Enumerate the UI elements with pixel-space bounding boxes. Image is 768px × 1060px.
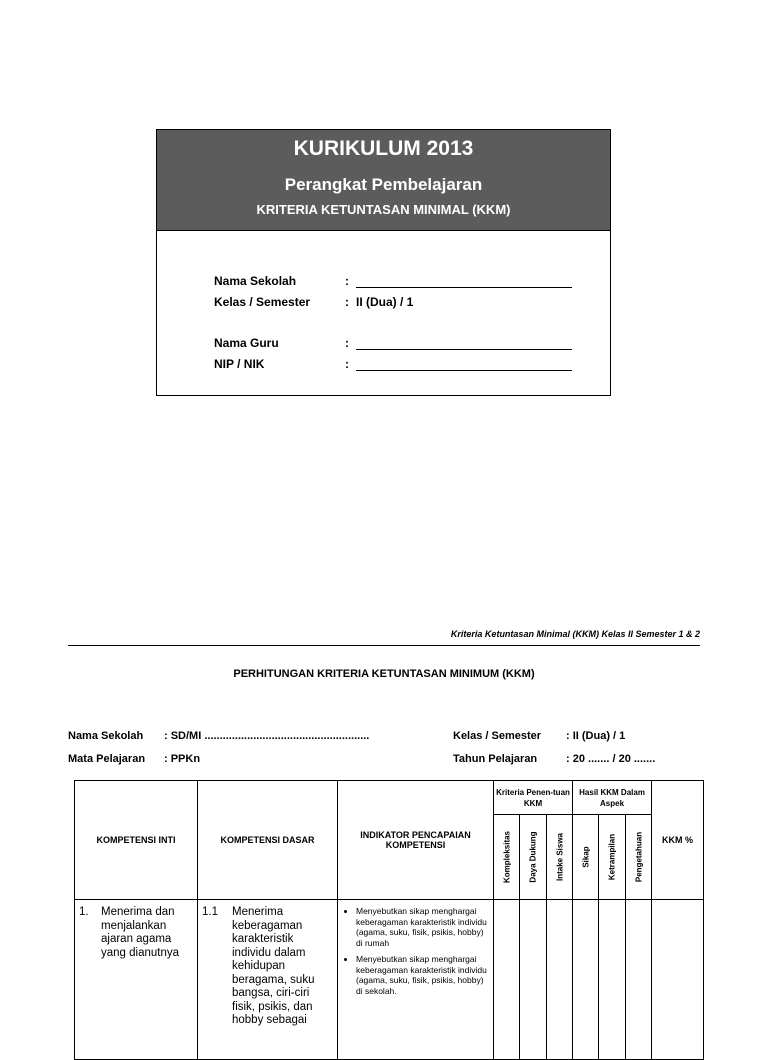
table-row	[75, 900, 704, 1060]
header-kkm-percent: KKM %	[652, 781, 704, 900]
cover-subtitle: Perangkat Pembelajaran	[284, 175, 483, 194]
info-label: Nama Sekolah	[68, 730, 144, 742]
header-kd: KOMPETENSI DASAR	[198, 781, 338, 900]
table-header-row	[75, 781, 704, 815]
kd-number: 1.1	[202, 906, 218, 918]
cell-kd	[198, 900, 338, 1060]
info-label: Kelas / Semester	[453, 730, 542, 742]
header-sikap: Sikap	[581, 846, 591, 868]
indicator-item: • Menyebutkan sikap menghargai keberagaman karakteristik individu (agama, suku, fisik, psikis, hobby) di rumah	[356, 906, 490, 948]
header-intake-siswa: Intake Siswa	[555, 832, 565, 882]
cover-title: KURIKULUM 2013	[293, 137, 474, 160]
document-title: PERHITUNGAN KRITERIA KETUNTASAN MINIMUM (KKM)	[233, 668, 535, 680]
field-colon: :	[345, 336, 349, 350]
cell-indikator	[338, 900, 494, 1060]
field-label: NIP / NIK	[214, 357, 265, 371]
cell-kkm-percent	[652, 900, 704, 1060]
cell-daya-dukung	[520, 900, 547, 1060]
cover-kkm-title: KRITERIA KETUNTASAN MINIMAL (KKM)	[256, 202, 511, 217]
ki-number: 1.	[79, 906, 89, 918]
cell-intake-siswa	[547, 900, 573, 1060]
kd-text: Menerima keberagaman karakteristik individu dalam kehidupan beragama, suku bangsa, ciri-ciri fisik, psikis, dan hobby sebagai	[232, 906, 315, 1026]
cover-header	[157, 130, 610, 231]
field-colon: :	[345, 274, 349, 288]
info-value: : PPKn	[164, 753, 201, 765]
header-pengetahuan: Pengetahuan	[634, 831, 644, 883]
info-label: Mata Pelajaran	[68, 753, 146, 765]
info-value: : 20 ....... / 20 .......	[566, 753, 656, 765]
field-colon: :	[345, 295, 349, 309]
field-colon: :	[345, 357, 349, 371]
indicator-list	[341, 906, 490, 996]
ki-text: Menerima dan menjalankan ajaran agama yang dianutnya	[101, 906, 180, 959]
info-value: : SD/MI ......................................................	[164, 730, 370, 742]
cell-sikap	[573, 900, 599, 1060]
header-kompleksitas: Kompleksitas	[502, 830, 511, 884]
field-label: Nama Sekolah	[214, 274, 297, 288]
cell-kompleksitas	[494, 900, 520, 1060]
cell-ketrampilan	[599, 900, 626, 1060]
page-header: Kriteria Ketuntasan Minimal (KKM) Kelas II Semester 1 & 2	[450, 629, 700, 639]
header-hasil: Hasil KKM Dalam Aspek	[573, 781, 652, 815]
header-ki: KOMPETENSI INTI	[75, 781, 198, 900]
blank-line	[356, 370, 572, 371]
cell-pengetahuan	[626, 900, 652, 1060]
info-value: : II (Dua) / 1	[566, 730, 626, 742]
header-daya-dukung: Daya Dukung	[528, 831, 538, 883]
blank-line	[356, 349, 572, 350]
indicator-item: • Menyebutkan sikap menghargai keberagaman karakteristik individu (agama, suku, fisik, psikis, hobby) di sekolah.	[356, 954, 490, 996]
header-rule	[68, 645, 700, 646]
field-label: Nama Guru	[214, 336, 279, 350]
header-kriteria: Kriteria Penen-tuan KKM	[494, 781, 573, 815]
field-value: II (Dua) / 1	[356, 295, 414, 309]
cover-box	[156, 129, 611, 396]
field-label: Kelas / Semester	[214, 295, 311, 309]
header-ketrampilan: Ketrampilan	[607, 833, 617, 881]
kkm-table	[74, 780, 704, 1060]
header-indikator: INDIKATOR PENCAPAIAN KOMPETENSI	[338, 781, 494, 900]
cell-ki	[75, 900, 198, 1060]
blank-line	[356, 287, 572, 288]
info-label: Tahun Pelajaran	[453, 753, 538, 765]
